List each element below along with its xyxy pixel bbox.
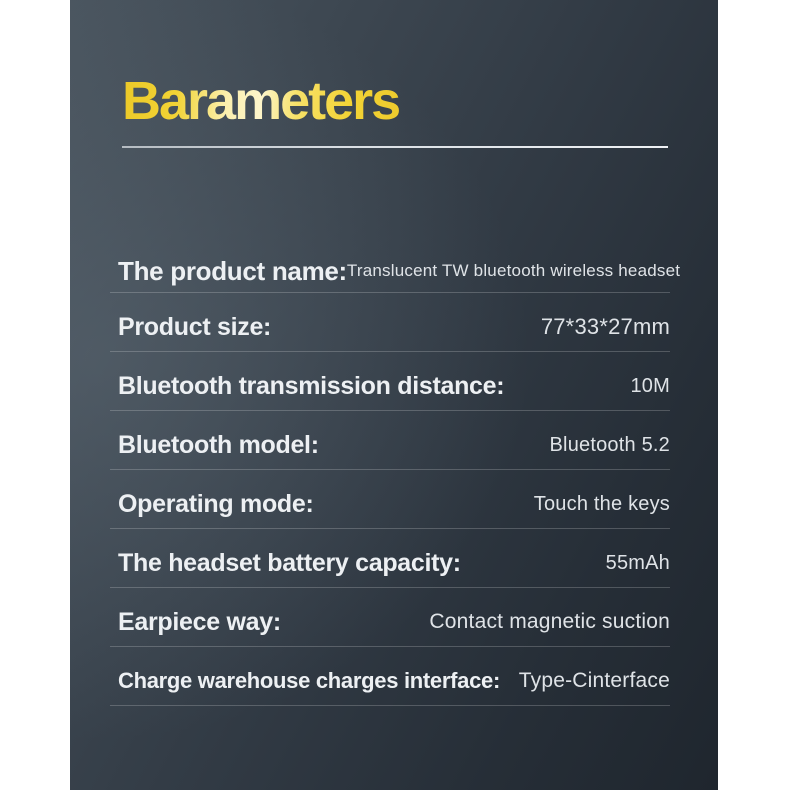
spec-table <box>110 240 681 706</box>
spec-value: Type-Cinterface <box>518 669 670 692</box>
spec-row-product-name <box>110 240 681 293</box>
spec-value: 55mAh <box>605 551 670 574</box>
spec-label: Bluetooth model: <box>118 430 319 459</box>
spec-row-bluetooth-model <box>110 411 670 470</box>
spec-label: The product name: <box>118 255 347 286</box>
spec-label: The headset battery capacity: <box>118 548 461 577</box>
title-underline <box>122 146 668 148</box>
spec-row-transmission-distance <box>110 352 670 411</box>
spec-row-battery-capacity <box>110 529 670 588</box>
spec-row-earpiece-way <box>110 588 670 647</box>
spec-label: Earpiece way: <box>118 607 281 636</box>
spec-row-product-size <box>110 293 670 352</box>
spec-label: Operating mode: <box>118 489 314 518</box>
spec-row-charge-interface <box>110 647 670 706</box>
spec-panel <box>70 0 718 790</box>
page-title: Barameters <box>122 71 400 131</box>
spec-value: Touch the keys <box>533 492 670 515</box>
spec-label: Product size: <box>118 312 272 341</box>
spec-label: Charge warehouse charges interface: <box>118 668 500 693</box>
spec-value: Translucent TW bluetooth wireless headset <box>346 261 681 280</box>
spec-value: 10M <box>630 374 670 397</box>
spec-label: Bluetooth transmission distance: <box>118 371 505 400</box>
spec-value: 77*33*27mm <box>540 314 670 339</box>
spec-value: Contact magnetic suction <box>429 610 670 633</box>
spec-value: Bluetooth 5.2 <box>549 433 670 456</box>
spec-row-operating-mode <box>110 470 670 529</box>
